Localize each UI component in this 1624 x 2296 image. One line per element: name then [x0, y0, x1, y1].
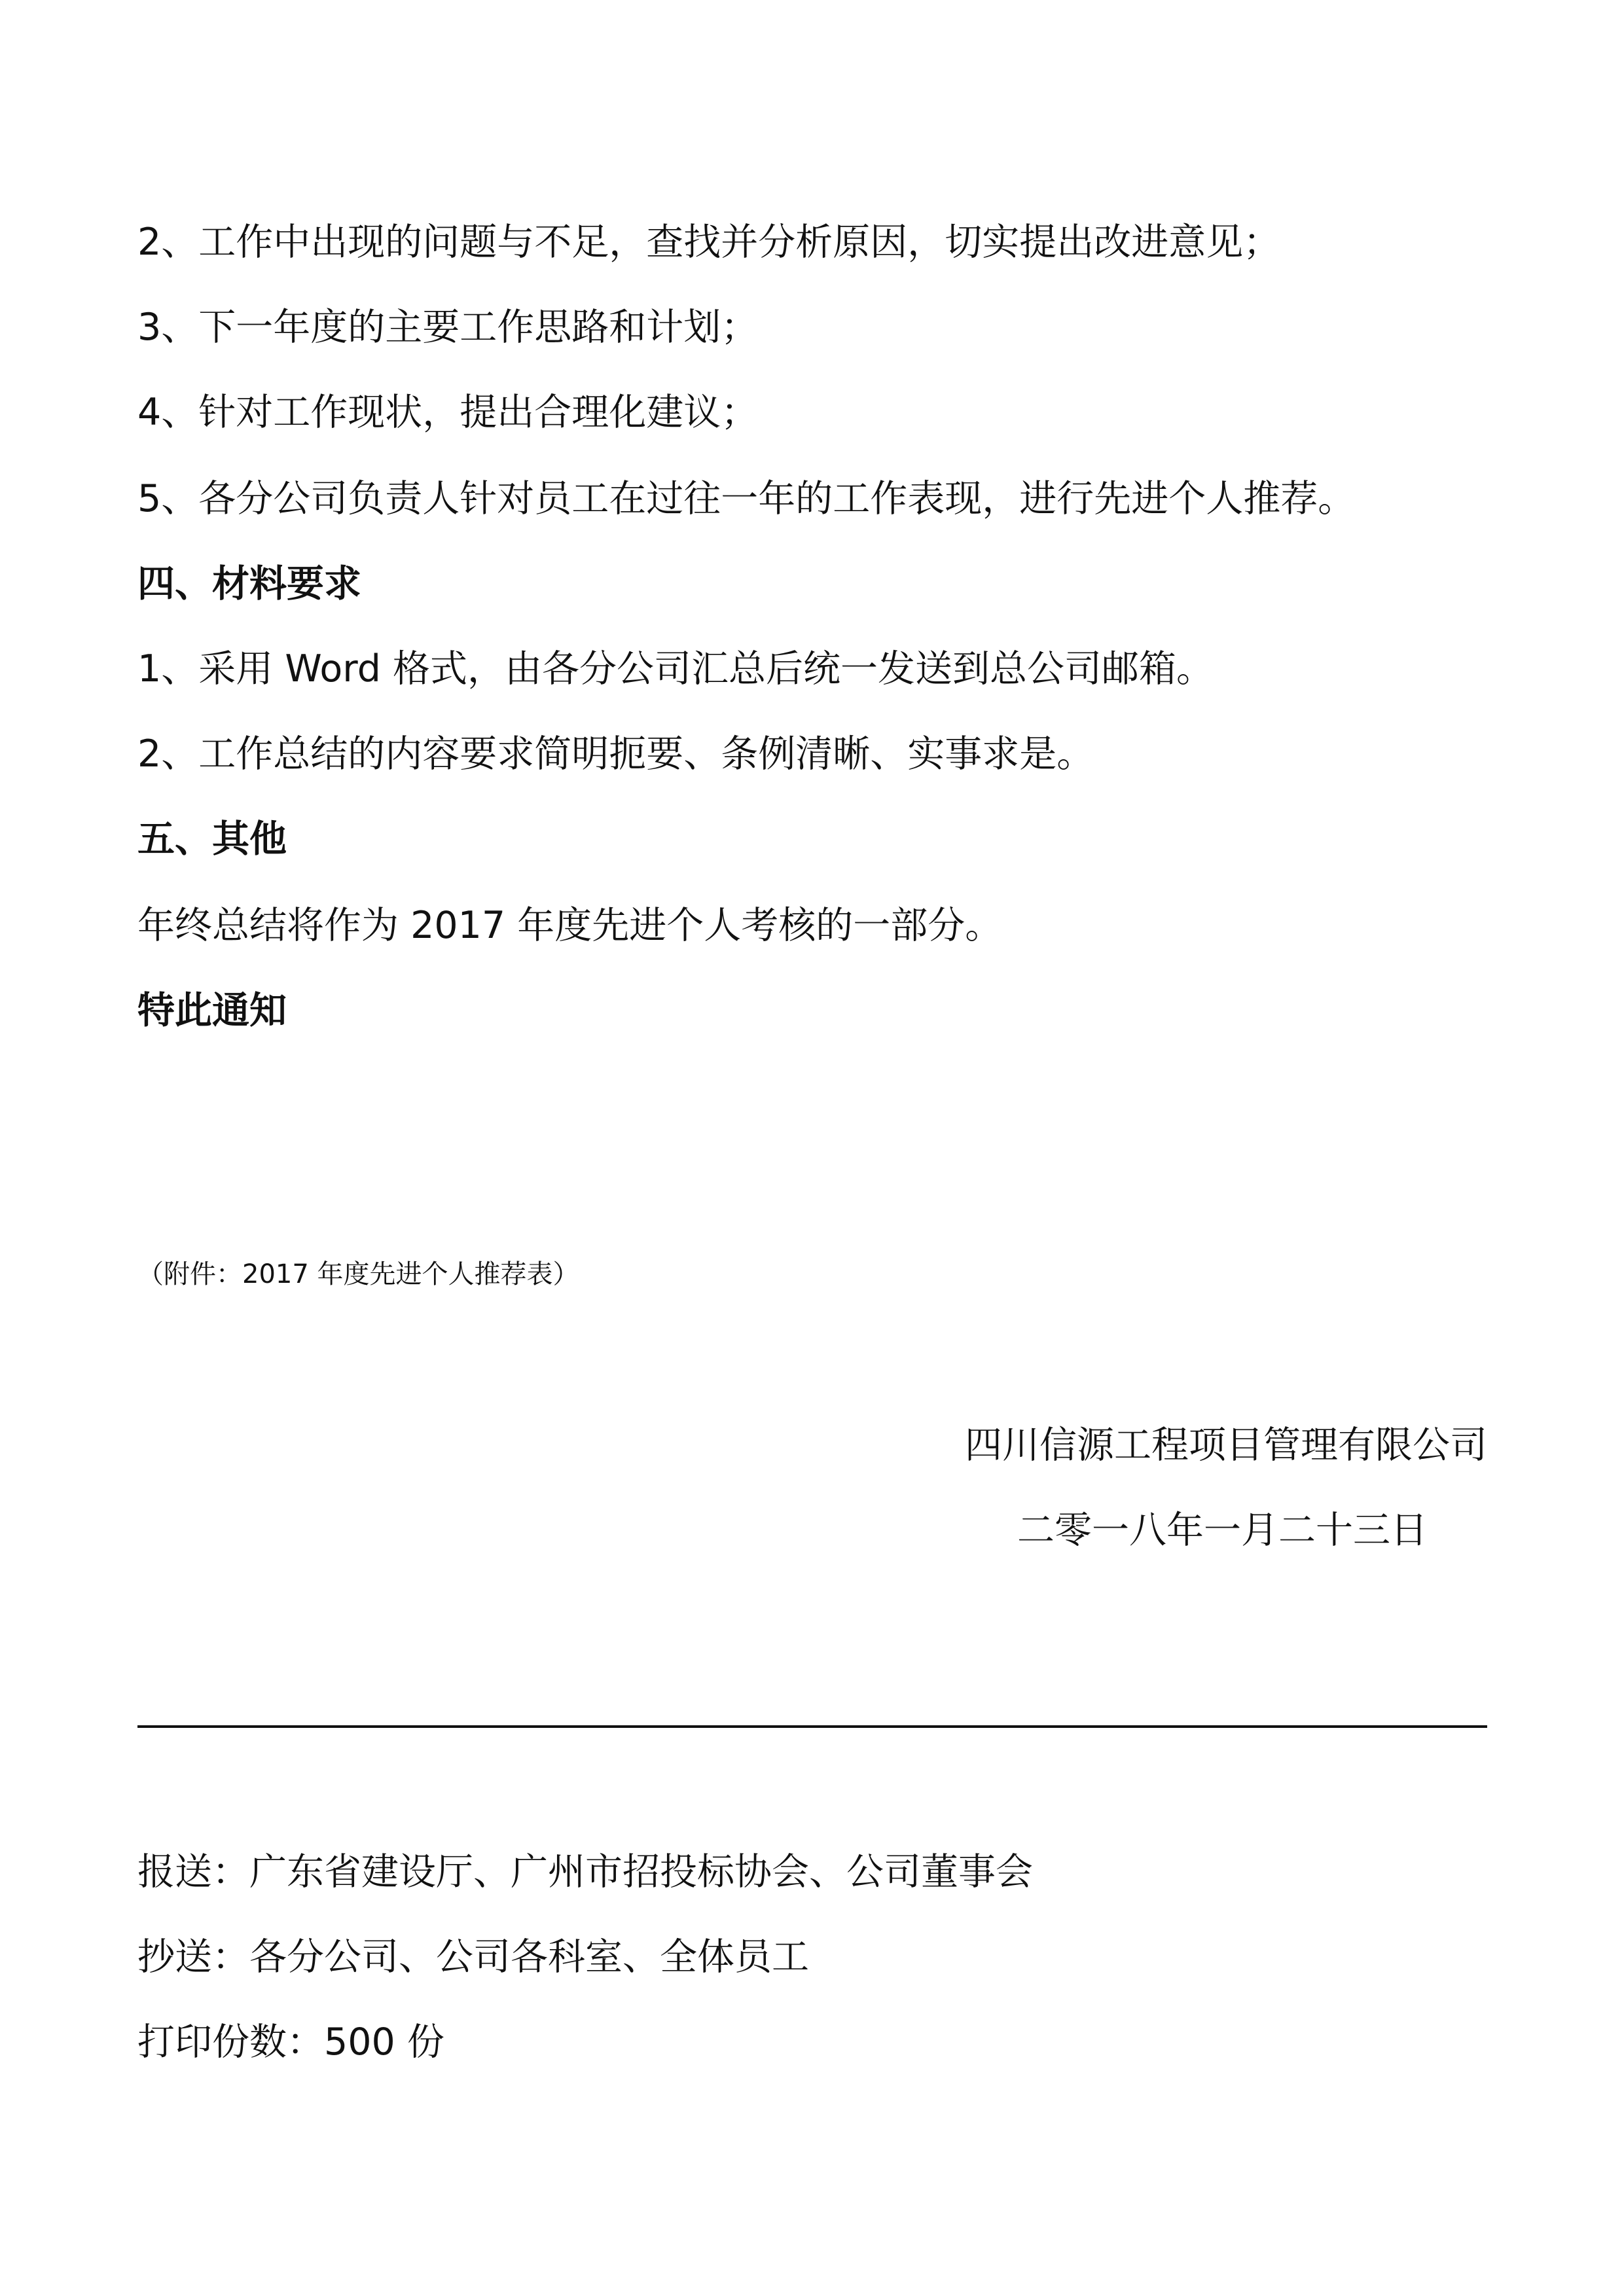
copy-to: 抄送：各分公司、公司各科室、全体员工 — [137, 1935, 809, 1979]
other-text: 年终总结将作为 2017 年度先进个人考核的一部分。 — [137, 904, 1003, 947]
attachment-note: （附件：2017 年度先进个人推荐表） — [137, 1259, 579, 1289]
closing-text: 特此通知 — [137, 989, 287, 1032]
list-item-3: 3、下一年度的主要工作思路和计划； — [137, 306, 759, 349]
issue-date: 二零一八年一月二十三日 — [1017, 1509, 1428, 1552]
materials-item-2: 2、工作总结的内容要求简明扼要、条例清晰、实事求是。 — [137, 732, 1094, 776]
list-item-5: 5、各分公司负责人针对员工在过往一年的工作表现，进行先进个人推荐。 — [137, 477, 1356, 520]
report-to: 报送：广东省建设厅、广州市招投标协会、公司董事会 — [137, 1850, 1033, 1893]
materials-item-1: 1、采用 Word 格式，由各分公司汇总后统一发送到总公司邮箱。 — [137, 647, 1214, 691]
divider-line — [137, 1725, 1487, 1728]
print-count: 打印份数：500 份 — [137, 2020, 444, 2064]
section-heading-other: 五、其他 — [137, 817, 287, 861]
list-item-2: 2、工作中出现的问题与不足，查找并分析原因，切实提出改进意见； — [137, 221, 1281, 264]
section-heading-materials: 四、材料要求 — [137, 562, 361, 605]
company-name: 四川信源工程项目管理有限公司 — [965, 1424, 1487, 1467]
list-item-4: 4、针对工作现状，提出合理化建议； — [137, 391, 759, 434]
